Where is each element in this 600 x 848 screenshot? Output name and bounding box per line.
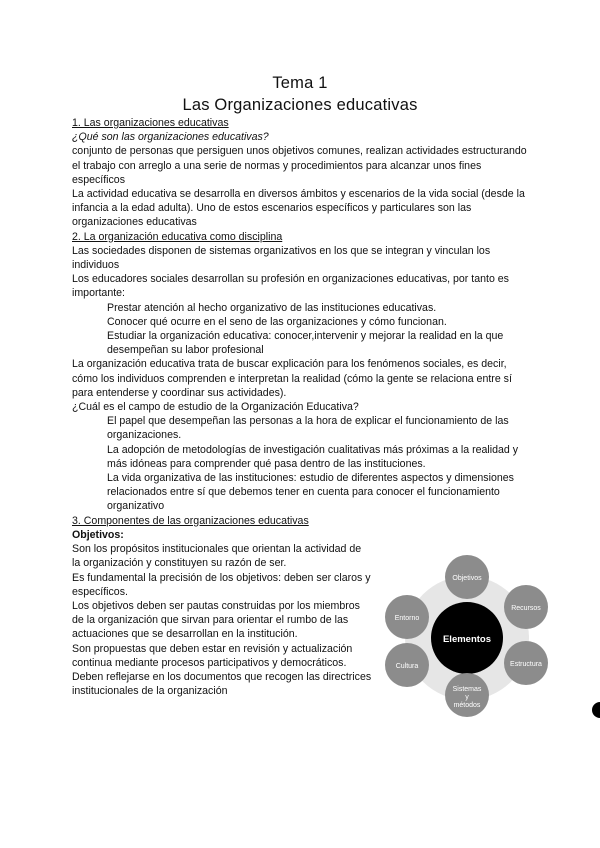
diagram-node-label-line-1: Sistemas	[452, 686, 482, 693]
section-1-question: ¿Qué son las organizaciones educativas?	[72, 131, 269, 144]
section-1-heading: 1. Las organizaciones educativas	[72, 117, 229, 129]
list-item: Prestar atención al hecho organizativo de las instituciones educativas.	[107, 301, 437, 314]
diagram-node-label-line-2: y	[465, 694, 469, 701]
title-line-2: Las Organizaciones educativas	[182, 96, 418, 114]
document-title	[0, 72, 600, 116]
paragraph: La actividad educativa se desarrolla en diversos ámbitos y escenarios de la vida social (desde la infancia a la edad adulta). Uno de estos escenarios específicos y particulares son las organizaciones educativas	[72, 188, 525, 229]
list-item: Estudiar la organización educativa: conocer,intervenir y mejorar la realidad en la que desempeñan su labor profesional	[107, 330, 504, 357]
objectives-subheading: Objetivos:	[72, 528, 124, 541]
paragraph: Los objetivos deben ser pautas construidas por los miembros de la organización que sirvan para orientar el rumbo de las actuaciones que se desarrollan en la institución.	[72, 599, 360, 641]
paragraph: Son propuestas que deben estar en revisión y actualización continua mediante procesos participativos y democráticos.	[72, 642, 353, 669]
paragraph: Las sociedades disponen de sistemas organizativos en los que se integran y vinculan los individuos	[72, 244, 491, 272]
diagram-node-label-line-3: métodos	[453, 702, 481, 709]
section-2-question: ¿Cuál es el campo de estudio de la Organización Educativa?	[72, 401, 359, 414]
paragraph: Es fundamental la precisión de los objetivos: deben ser claros y específicos.	[72, 571, 371, 598]
diagram-center-label: Elementos	[442, 634, 492, 645]
diagram-node-label: Objetivos	[452, 575, 482, 582]
paragraph: La organización educativa trata de buscar explicación para los fenómenos sociales, es decir, cómo los individuos comprenden e interpretan la realidad (cómo la gente se relaciona entre sí para entenderse y coordinar sus actividades).	[72, 358, 512, 399]
section-2-heading: 2. La organización educativa como disciplina	[72, 230, 283, 243]
list-item: La vida organizativa de las instituciones: estudio de diferentes aspectos y dimensiones relacionados entre sí que debemos tener en cuenta para conocer el funcionamiento organizativo	[107, 472, 514, 513]
diagram-node-label: Entorno	[394, 615, 420, 622]
objectives-column	[72, 528, 372, 698]
elements-diagram	[370, 555, 600, 730]
diagram-node-label: Recursos	[511, 605, 541, 612]
section-3-heading: 3. Componentes de las organizaciones educativas	[72, 514, 309, 527]
paragraph: Deben reflejarse en los documentos que recogen las directrices institucionales de la organización	[72, 670, 372, 698]
paragraph: conjunto de personas que persiguen unos objetivos comunes, realizan actividades estructurando el trabajo con arreglo a una serie de normas y procedimientos para alcanzar unos fines específicos	[72, 145, 527, 186]
diagram-node-label: Estructura	[510, 661, 542, 668]
paragraph: Los educadores sociales desarrollan su profesión en organizaciones educativas, por tanto es importante:	[72, 273, 509, 300]
paragraph: Son los propósitos institucionales que orientan la actividad de la organización y constituyen su razón de ser.	[72, 543, 362, 570]
title-line-1: Tema 1	[272, 74, 328, 92]
diagram-node-label: Cultura	[395, 663, 419, 670]
list-item: La adopción de metodologías de investigación cualitativas más próximas a la realidad y más idóneas para comprender qué pasa dentro de las instituciones.	[107, 443, 519, 470]
list-item: El papel que desempeñan las personas a la hora de explicar el funcionamiento de las organizaciones.	[107, 415, 509, 442]
list-item: Conocer qué ocurre en el seno de las organizaciones y cómo funcionan.	[107, 315, 447, 328]
diagram-edge-circle	[592, 702, 600, 718]
